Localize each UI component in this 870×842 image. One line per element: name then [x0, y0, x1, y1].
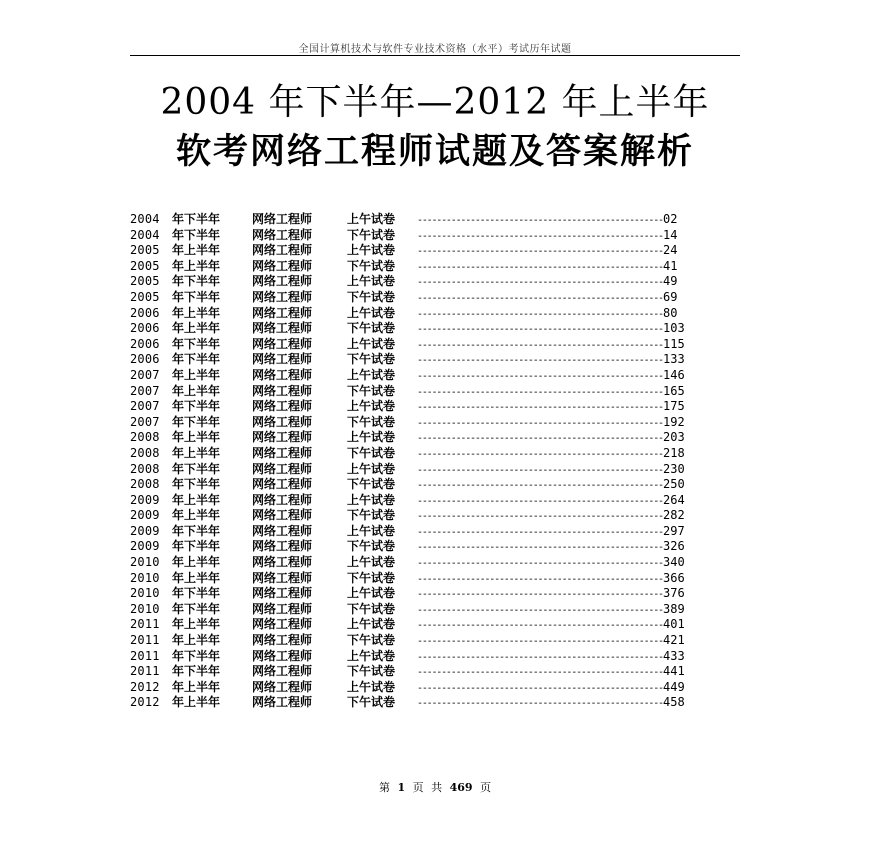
toc-year: 2011 — [130, 617, 160, 632]
toc-year: 2010 — [130, 601, 160, 616]
toc-dot-leader — [417, 260, 663, 276]
toc-role: 网络工程师 — [252, 477, 313, 492]
footer-middle: 页 共 — [412, 781, 443, 794]
toc-session: 下午试卷 — [347, 570, 396, 585]
toc-dot-leader — [417, 275, 663, 291]
toc-entry[interactable] — [130, 539, 740, 555]
toc-page-number: 146 — [663, 367, 685, 382]
toc-half: 年下半年 — [172, 461, 221, 476]
toc-role: 网络工程师 — [252, 445, 313, 460]
toc-dot-leader — [417, 572, 663, 588]
toc-session: 上午试卷 — [347, 336, 396, 351]
toc-entry[interactable] — [130, 664, 740, 680]
toc-session: 下午试卷 — [347, 321, 396, 336]
toc-year: 2008 — [130, 477, 160, 492]
toc-session: 下午试卷 — [347, 664, 396, 679]
toc-year: 2009 — [130, 508, 160, 523]
toc-page-number: 49 — [663, 274, 678, 289]
toc-dot-leader — [417, 650, 663, 666]
toc-page-number: 366 — [663, 570, 685, 585]
toc-role: 网络工程师 — [252, 352, 313, 367]
toc-year: 2007 — [130, 367, 160, 382]
footer-prefix: 第 — [378, 781, 390, 794]
toc-year: 2006 — [130, 336, 160, 351]
toc-role: 网络工程师 — [252, 383, 313, 398]
toc-page-number: 433 — [663, 648, 685, 663]
toc-year: 2006 — [130, 321, 160, 336]
toc-dot-leader — [417, 353, 663, 369]
toc-half: 年下半年 — [172, 586, 221, 601]
toc-half: 年上半年 — [172, 445, 221, 460]
toc-entry[interactable] — [130, 571, 740, 587]
toc-dot-leader — [417, 494, 663, 510]
toc-page-number: 133 — [663, 352, 685, 367]
toc-half: 年下半年 — [172, 664, 221, 679]
toc-page-number: 203 — [663, 430, 685, 445]
toc-role: 网络工程师 — [252, 212, 313, 226]
toc-session: 下午试卷 — [347, 477, 396, 492]
toc-session: 下午试卷 — [347, 227, 396, 242]
toc-dot-leader — [417, 665, 663, 681]
toc-dot-leader — [417, 244, 663, 260]
toc-role: 网络工程师 — [252, 367, 313, 382]
toc-entry[interactable] — [130, 321, 740, 337]
toc-role: 网络工程师 — [252, 539, 313, 554]
toc-year: 2010 — [130, 570, 160, 585]
toc-year: 2010 — [130, 555, 160, 570]
toc-role: 网络工程师 — [252, 617, 313, 632]
toc-role: 网络工程师 — [252, 243, 313, 258]
toc-half: 年上半年 — [172, 258, 221, 273]
toc-session: 下午试卷 — [347, 414, 396, 429]
toc-dot-leader — [417, 681, 663, 697]
toc-session: 上午试卷 — [347, 617, 396, 632]
toc-year: 2009 — [130, 492, 160, 507]
toc-session: 上午试卷 — [347, 243, 396, 258]
toc-page-number: 376 — [663, 586, 685, 601]
toc-half: 年上半年 — [172, 508, 221, 523]
toc-year: 2005 — [130, 289, 160, 304]
toc-year: 2012 — [130, 695, 160, 710]
toc-entry[interactable] — [130, 524, 740, 540]
toc-entry[interactable] — [130, 446, 740, 462]
toc-page-number: 24 — [663, 243, 678, 258]
toc-session: 下午试卷 — [347, 508, 396, 523]
toc-session: 下午试卷 — [347, 695, 396, 710]
toc-entry[interactable] — [130, 508, 740, 524]
toc-entry[interactable] — [130, 368, 740, 384]
toc-role: 网络工程师 — [252, 664, 313, 679]
toc-dot-leader — [417, 525, 663, 541]
toc-dot-leader — [417, 416, 663, 432]
toc-page-number: 340 — [663, 555, 685, 570]
toc-half: 年上半年 — [172, 679, 221, 694]
toc-year: 2005 — [130, 243, 160, 258]
toc-role: 网络工程师 — [252, 633, 313, 648]
toc-role: 网络工程师 — [252, 227, 313, 242]
toc-half: 年下半年 — [172, 336, 221, 351]
toc-year: 2010 — [130, 586, 160, 601]
toc-role: 网络工程师 — [252, 461, 313, 476]
toc-page-number: 441 — [663, 664, 685, 679]
toc-entry[interactable] — [130, 633, 740, 649]
toc-year: 2009 — [130, 523, 160, 538]
toc-entry[interactable] — [130, 415, 740, 431]
toc-entry[interactable] — [130, 259, 740, 275]
toc-session: 下午试卷 — [347, 383, 396, 398]
toc-session: 下午试卷 — [347, 539, 396, 554]
toc-year: 2006 — [130, 352, 160, 367]
toc-session: 下午试卷 — [347, 289, 396, 304]
running-header: 全国计算机技术与软件专业技术资格（水平）考试历年试题 — [298, 44, 572, 55]
toc-half: 年下半年 — [172, 539, 221, 554]
toc-entry[interactable] — [130, 477, 740, 493]
toc-dot-leader — [417, 400, 663, 416]
toc-page-number: 326 — [663, 539, 685, 554]
toc-page-number: 250 — [663, 477, 685, 492]
toc-entry[interactable] — [130, 602, 740, 618]
footer-current-page: 1 — [397, 781, 406, 794]
toc-role: 网络工程师 — [252, 430, 313, 445]
toc-role: 网络工程师 — [252, 274, 313, 289]
header-rule — [130, 55, 740, 56]
toc-session: 上午试卷 — [347, 679, 396, 694]
document-title-line-1: 2004 年下半年—2012 年上半年 — [160, 82, 710, 123]
toc-session: 上午试卷 — [347, 274, 396, 289]
toc-half: 年下半年 — [172, 648, 221, 663]
toc-session: 上午试卷 — [347, 586, 396, 601]
toc-page-number: 421 — [663, 633, 685, 648]
toc-dot-leader — [417, 634, 663, 650]
toc-role: 网络工程师 — [252, 508, 313, 523]
toc-entry[interactable] — [130, 649, 740, 665]
toc-entry[interactable] — [130, 290, 740, 306]
toc-role: 网络工程师 — [252, 679, 313, 694]
toc-role: 网络工程师 — [252, 321, 313, 336]
toc-page-number: 389 — [663, 601, 685, 616]
toc-role: 网络工程师 — [252, 695, 313, 710]
toc-entry[interactable] — [130, 228, 740, 244]
toc-page-number: 297 — [663, 523, 685, 538]
toc-session: 上午试卷 — [347, 399, 396, 414]
toc-page-number: 192 — [663, 414, 685, 429]
toc-page-number: 449 — [663, 679, 685, 694]
toc-session: 下午试卷 — [347, 352, 396, 367]
toc-dot-leader — [417, 478, 663, 494]
toc-session: 上午试卷 — [347, 305, 396, 320]
toc-entry[interactable] — [130, 462, 740, 478]
toc-role: 网络工程师 — [252, 601, 313, 616]
toc-entry[interactable] — [130, 306, 740, 322]
toc-page-number: 401 — [663, 617, 685, 632]
toc-half: 年上半年 — [172, 633, 221, 648]
toc-page-number: 115 — [663, 336, 685, 351]
toc-page-number: 264 — [663, 492, 685, 507]
toc-year: 2007 — [130, 383, 160, 398]
footer-total-pages: 469 — [449, 781, 473, 794]
toc-role: 网络工程师 — [252, 492, 313, 507]
toc-role: 网络工程师 — [252, 586, 313, 601]
toc-year: 2008 — [130, 430, 160, 445]
toc-entry[interactable] — [130, 680, 740, 696]
toc-role: 网络工程师 — [252, 336, 313, 351]
toc-role: 网络工程师 — [252, 258, 313, 273]
toc-dot-leader — [417, 213, 663, 229]
toc-dot-leader — [417, 463, 663, 479]
toc-dot-leader — [417, 556, 663, 572]
toc-session: 上午试卷 — [347, 212, 396, 226]
toc-session: 上午试卷 — [347, 492, 396, 507]
toc-dot-leader — [417, 385, 663, 401]
toc-half: 年上半年 — [172, 243, 221, 258]
toc-dot-leader — [417, 603, 663, 619]
toc-year: 2007 — [130, 399, 160, 414]
toc-entry[interactable] — [130, 384, 740, 400]
toc-dot-leader — [417, 696, 663, 712]
toc-dot-leader — [417, 291, 663, 307]
toc-half: 年下半年 — [172, 523, 221, 538]
toc-entry[interactable] — [130, 493, 740, 509]
toc-page-number: 41 — [663, 258, 678, 273]
toc-entry[interactable] — [130, 555, 740, 571]
toc-year: 2008 — [130, 461, 160, 476]
toc-dot-leader — [417, 369, 663, 385]
toc-year: 2009 — [130, 539, 160, 554]
toc-role: 网络工程师 — [252, 399, 313, 414]
toc-session: 上午试卷 — [347, 367, 396, 382]
toc-role: 网络工程师 — [252, 648, 313, 663]
toc-entry[interactable] — [130, 274, 740, 290]
toc-dot-leader — [417, 509, 663, 525]
toc-role: 网络工程师 — [252, 305, 313, 320]
toc-entry[interactable] — [130, 399, 740, 415]
toc-entry[interactable] — [130, 243, 740, 259]
toc-year: 2005 — [130, 258, 160, 273]
toc-half: 年上半年 — [172, 695, 221, 710]
toc-dot-leader — [417, 431, 663, 447]
toc-half: 年上半年 — [172, 305, 221, 320]
toc-dot-leader — [417, 229, 663, 245]
toc-entry[interactable] — [130, 352, 740, 368]
toc-half: 年上半年 — [172, 430, 221, 445]
toc-session: 上午试卷 — [347, 430, 396, 445]
toc-half: 年上半年 — [172, 617, 221, 632]
toc-session: 上午试卷 — [347, 648, 396, 663]
toc-half: 年上半年 — [172, 492, 221, 507]
table-of-contents — [130, 212, 740, 711]
toc-year: 2005 — [130, 274, 160, 289]
toc-page-number: 230 — [663, 461, 685, 476]
toc-year: 2008 — [130, 445, 160, 460]
toc-half: 年下半年 — [172, 414, 221, 429]
toc-session: 上午试卷 — [347, 523, 396, 538]
toc-entry[interactable] — [130, 212, 740, 228]
toc-entry[interactable] — [130, 695, 740, 711]
toc-year: 2004 — [130, 227, 160, 242]
toc-session: 下午试卷 — [347, 601, 396, 616]
toc-page-number: 282 — [663, 508, 685, 523]
page-footer — [0, 779, 870, 795]
toc-entry[interactable] — [130, 586, 740, 602]
toc-dot-leader — [417, 540, 663, 556]
toc-half: 年下半年 — [172, 399, 221, 414]
toc-page-number: 175 — [663, 399, 685, 414]
toc-session: 上午试卷 — [347, 555, 396, 570]
toc-half: 年下半年 — [172, 274, 221, 289]
toc-year: 2004 — [130, 212, 160, 226]
document-title-line-2: 软考网络工程师试题及答案解析 — [175, 131, 694, 172]
toc-page-number: 14 — [663, 227, 678, 242]
toc-half: 年下半年 — [172, 477, 221, 492]
toc-entry[interactable] — [130, 430, 740, 446]
toc-page-number: 165 — [663, 383, 685, 398]
toc-role: 网络工程师 — [252, 523, 313, 538]
toc-year: 2012 — [130, 679, 160, 694]
toc-session: 上午试卷 — [347, 461, 396, 476]
toc-page-number: 80 — [663, 305, 678, 320]
toc-dot-leader — [417, 338, 663, 354]
toc-dot-leader — [417, 447, 663, 463]
toc-dot-leader — [417, 307, 663, 323]
toc-page-number: 218 — [663, 445, 685, 460]
toc-role: 网络工程师 — [252, 570, 313, 585]
toc-dot-leader — [417, 618, 663, 634]
toc-page-number: 69 — [663, 289, 678, 304]
toc-half: 年上半年 — [172, 367, 221, 382]
toc-dot-leader — [417, 587, 663, 603]
toc-role: 网络工程师 — [252, 555, 313, 570]
toc-half: 年下半年 — [172, 289, 221, 304]
toc-half: 年上半年 — [172, 383, 221, 398]
toc-role: 网络工程师 — [252, 289, 313, 304]
toc-role: 网络工程师 — [252, 414, 313, 429]
toc-half: 年下半年 — [172, 352, 221, 367]
toc-half: 年下半年 — [172, 212, 221, 226]
toc-page-number: 02 — [663, 212, 678, 226]
toc-half: 年上半年 — [172, 321, 221, 336]
toc-year: 2011 — [130, 633, 160, 648]
toc-session: 下午试卷 — [347, 633, 396, 648]
toc-year: 2011 — [130, 648, 160, 663]
toc-dot-leader — [417, 322, 663, 338]
footer-suffix: 页 — [480, 781, 492, 794]
toc-half: 年下半年 — [172, 601, 221, 616]
toc-year: 2011 — [130, 664, 160, 679]
toc-half: 年上半年 — [172, 555, 221, 570]
toc-session: 下午试卷 — [347, 258, 396, 273]
toc-half: 年上半年 — [172, 570, 221, 585]
toc-year: 2007 — [130, 414, 160, 429]
toc-entry[interactable] — [130, 337, 740, 353]
toc-page-number: 458 — [663, 695, 685, 710]
toc-session: 下午试卷 — [347, 445, 396, 460]
toc-half: 年下半年 — [172, 227, 221, 242]
toc-year: 2006 — [130, 305, 160, 320]
toc-page-number: 103 — [663, 321, 685, 336]
toc-entry[interactable] — [130, 617, 740, 633]
